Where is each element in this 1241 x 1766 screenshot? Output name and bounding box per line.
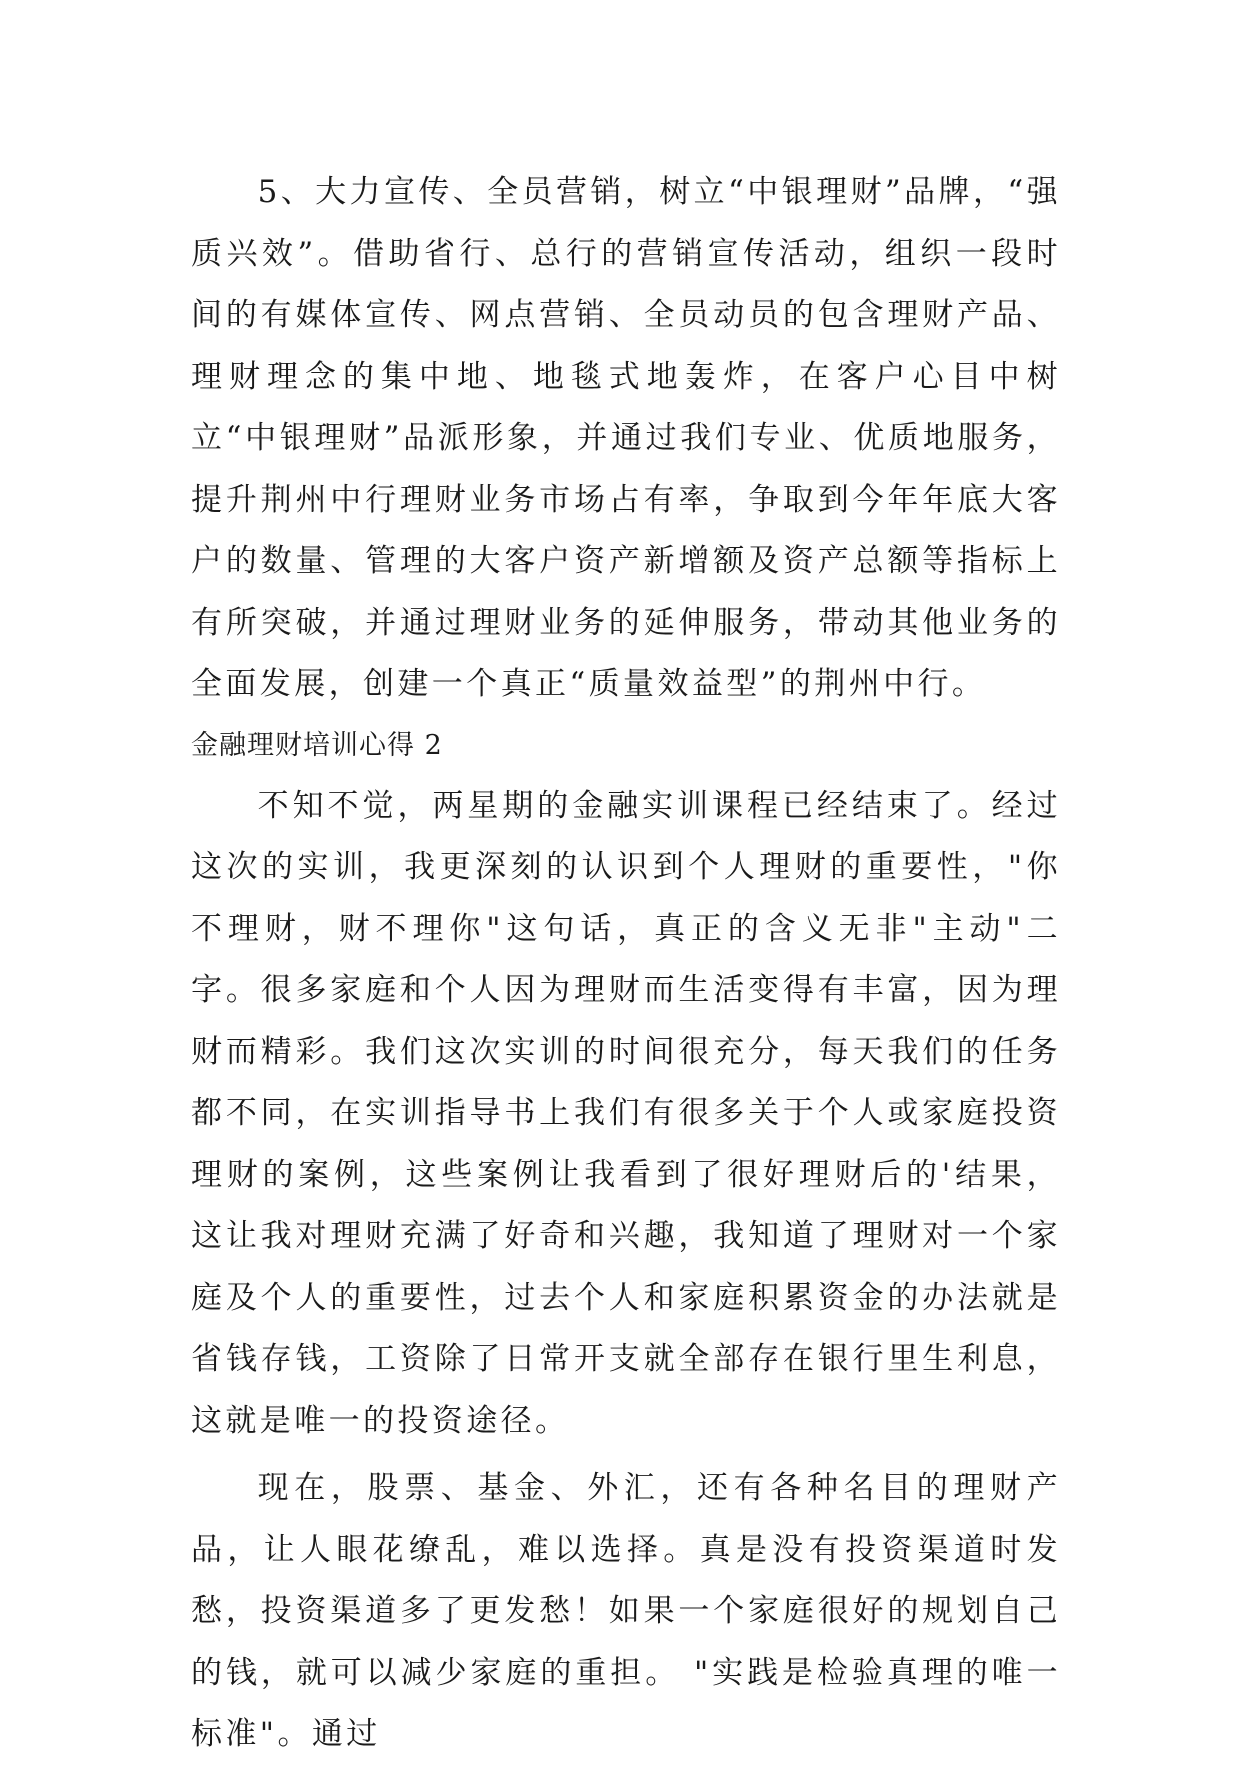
paragraph-brand-promotion: 5、大力宣传、全员营销，树立“中银理财”品牌，“强质兴效”。借助省行、总行的营销宣传活动，组织一段时间的有媒体宣传、网点营销、全员动员的包含理财产品、理财理念的集中地、地毯式地轰炸，在客户心目中树立“中银理财”品派形象，并通过我们专业、优质地服务，提升荆州中行理财业务市场占有率，争取到今年年底大客户的数量、管理的大客户资产新增额及资产总额等指标上有所突破，并通过理财业务的延伸服务，带动其他业务的全面发展，创建一个真正“质量效益型”的荆州中行。: [191, 174, 1061, 702]
paragraph-investment-choices: 现在，股票、基金、外汇，还有各种名目的理财产品，让人眼花缭乱，难以选择。真是没有投资渠道时发愁，投资渠道多了更发愁！如果一个家庭很好的规划自己的钱，就可以减少家庭的重担。 "实践是检验真理的唯一标准"。通过: [191, 1470, 1061, 1752]
section-heading: 金融理财培训心得 2: [191, 729, 443, 761]
document-body: [191, 162, 1061, 1766]
paragraph-training-reflection: 不知不觉，两星期的金融实训课程已经结束了。经过这次的实训，我更深刻的认识到个人理财的重要性，"你不理财，财不理你"这句话，真正的含义无非"主动"二字。很多家庭和个人因为理财而生活变得有丰富，因为理财而精彩。我们这次实训的时间很充分，每天我们的任务都不同，在实训指导书上我们有很多关于个人或家庭投资理财的案例，这些案例让我看到了很好理财后的'结果，这让我对理财充满了好奇和兴趣，我知道了理财对一个家庭及个人的重要性，过去个人和家庭积累资金的办法就是省钱存钱，工资除了日常开支就全部存在银行里生利息，这就是唯一的投资途径。: [191, 787, 1061, 1439]
